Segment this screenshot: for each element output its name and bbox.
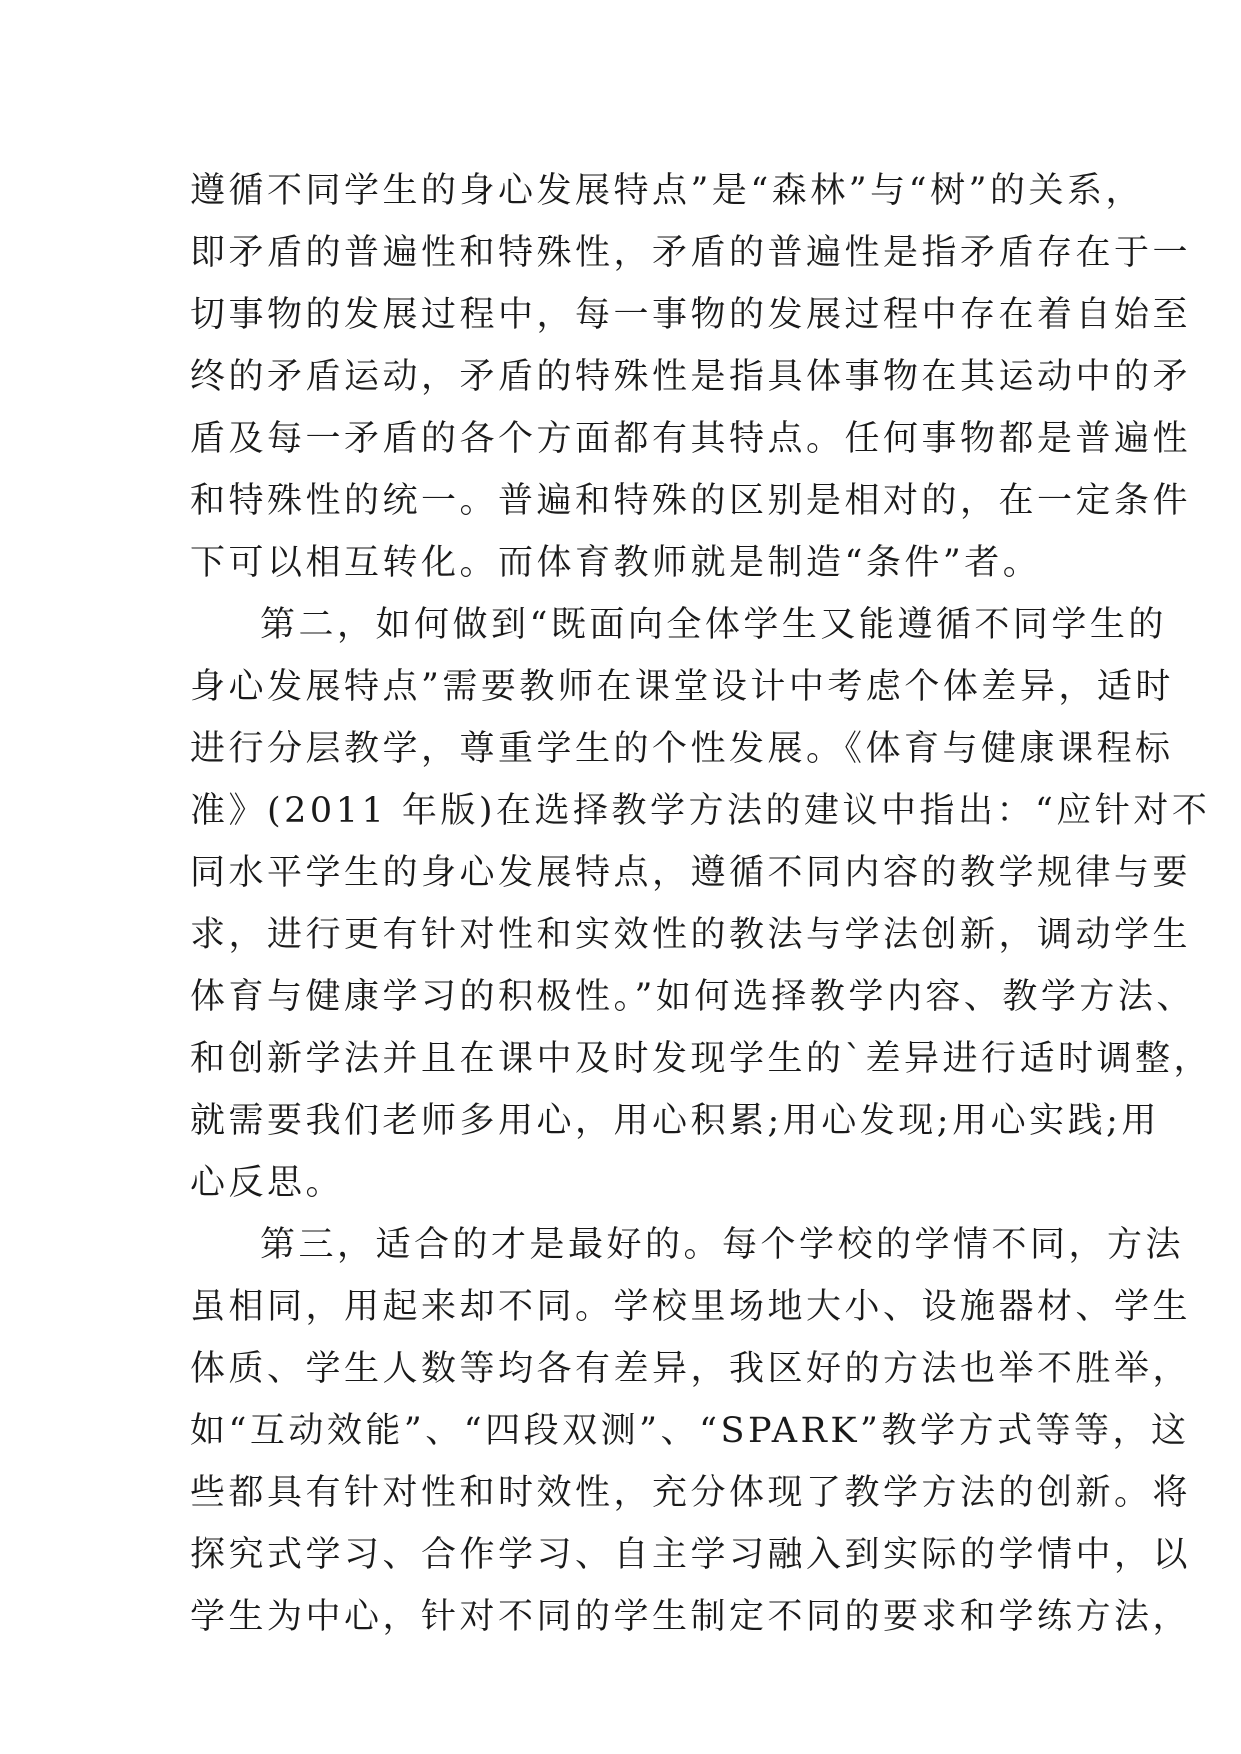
text-line: 虽相同，用起来却不同。学校里场地大小、设施器材、学生 [190,1287,1192,1327]
text-line: 心反思。 [190,1163,345,1203]
paragraph-start-line: 第二，如何做到“既面向全体学生又能遵循不同学生的 [260,605,1167,645]
text-line: 同水平学生的身心发展特点，遵循不同内容的教学规律与要 [190,853,1192,893]
text-line: 学生为中心，针对不同的学生制定不同的要求和学练方法， [190,1597,1192,1637]
text-line: 切事物的发展过程中，每一事物的发展过程中存在着自始至 [190,295,1192,335]
text-line: 下可以相互转化。而体育教师就是制造“条件”者。 [190,543,1042,583]
text-line: 遵循不同学生的身心发展特点”是“森林”与“树”的关系， [190,171,1144,211]
text-line: 些都具有针对性和时效性，充分体现了教学方法的创新。将 [190,1473,1192,1513]
document-body [190,160,1213,1648]
text-line: 体育与健康学习的积极性。”如何选择教学内容、教学方法、 [190,977,1195,1017]
text-line: 探究式学习、合作学习、自主学习融入到实际的学情中，以 [190,1535,1192,1575]
text-line: 求，进行更有针对性和实效性的教法与学法创新，调动学生 [190,915,1192,955]
text-line: 和特殊性的统一。普遍和特殊的区别是相对的，在一定条件 [190,481,1192,521]
text-line: 进行分层教学，尊重学生的个性发展。《体育与健康课程标 [190,729,1174,769]
text-line: 终的矛盾运动，矛盾的特殊性是指具体事物在其运动中的矛 [190,357,1192,397]
paragraph-start-line: 第三，适合的才是最好的。每个学校的学情不同，方法 [260,1225,1185,1265]
text-line: 身心发展特点”需要教师在课堂设计中考虑个体差异，适时 [190,667,1174,707]
text-line: 体质、学生人数等均各有差异，我区好的方法也举不胜举， [190,1349,1192,1389]
text-line: 盾及每一矛盾的各个方面都有其特点。任何事物都是普遍性 [190,419,1192,459]
text-line: 就需要我们老师多用心，用心积累;用心发现;用心实践;用 [190,1101,1160,1141]
text-line: 即矛盾的普遍性和特殊性，矛盾的普遍性是指矛盾存在于一 [190,233,1192,273]
text-line: 和创新学法并且在课中及时发现学生的`差异进行适时调整， [190,1039,1213,1079]
text-line: 准》(2011 年版)在选择教学方法的建议中指出：“应针对不 [190,791,1211,831]
text-line: 如“互动效能”、“四段双测”、“SPARK”教学方式等等，这 [190,1411,1190,1451]
